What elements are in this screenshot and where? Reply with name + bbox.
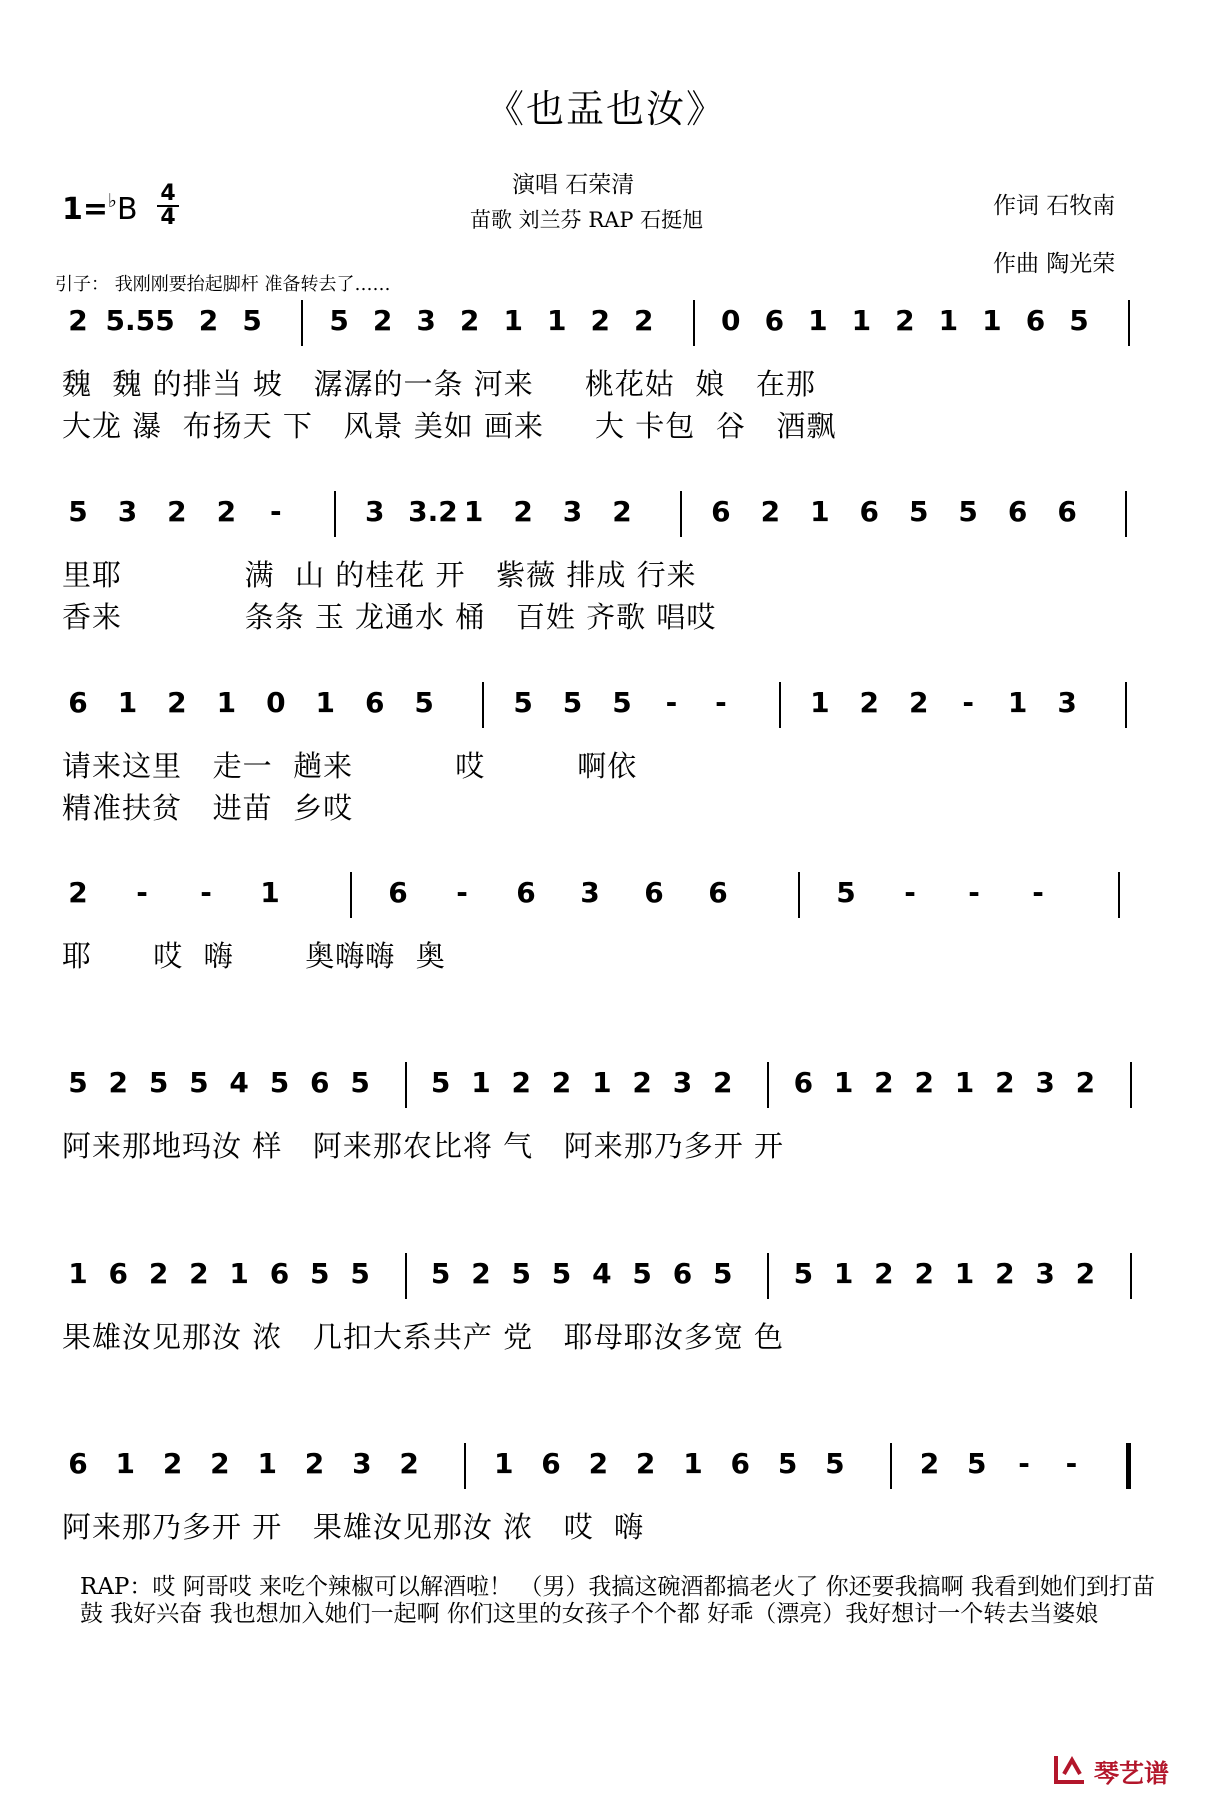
notation-row — [0, 491, 1212, 545]
note-token: 1 — [68, 1257, 88, 1290]
note-token: 3.2 — [408, 495, 458, 528]
barline — [890, 1443, 892, 1489]
note-token: 2 — [914, 1066, 934, 1099]
note-token: 3 — [562, 495, 583, 528]
singer-credit: 演唱 石荣清 — [512, 172, 635, 198]
note-token: 5 — [329, 304, 349, 337]
note-token: 1 — [229, 1257, 249, 1290]
lyrics-verse-1: 果雄汝见那汝 浓 几扣大系共产 党 耶母耶汝多宽 色 — [62, 1320, 784, 1354]
barline — [798, 872, 800, 918]
note-token: 3 — [416, 304, 436, 337]
note-token: 5 — [430, 1066, 451, 1099]
note-token: 2 — [216, 495, 237, 528]
note-token: 5 — [68, 1066, 88, 1099]
note-token: 2 — [148, 1257, 169, 1290]
note-token: 5 — [148, 1066, 169, 1099]
note-token: 2 — [874, 1257, 894, 1290]
note-token: 1 — [257, 1447, 277, 1480]
note-token: 5 — [1069, 304, 1089, 337]
note-token: 2 — [895, 304, 915, 337]
note-token: 2 — [590, 304, 610, 337]
note-token: - — [456, 876, 468, 909]
note-token: 2 — [399, 1447, 419, 1480]
note-token: 2 — [1075, 1257, 1096, 1290]
note-token: 3 — [352, 1447, 372, 1480]
time-signature-top: 4 — [160, 181, 176, 206]
logo-text: 琴艺谱 — [1094, 1759, 1170, 1788]
note-token: 2 — [859, 686, 879, 719]
time-signature-bottom: 4 — [160, 205, 176, 230]
lyrics-verse-2: 大龙 瀑 布扬天 下 风景 美如 画来 大 卡包 谷 酒飘 — [62, 409, 837, 443]
note-token: 5 — [68, 495, 88, 528]
barline — [301, 300, 303, 346]
performers-credit: 苗歌 刘兰芬 RAP 石挺旭 — [470, 208, 704, 232]
note-token: 2 — [167, 495, 187, 528]
note-token: 2 — [712, 1066, 733, 1099]
note-token: - — [904, 876, 916, 909]
note-token: - — [1065, 1447, 1078, 1480]
note-token: 3 — [672, 1066, 693, 1099]
note-token: 5 — [793, 1257, 814, 1290]
barline — [680, 491, 682, 537]
note-token: 4 — [592, 1257, 612, 1290]
notation-row — [0, 872, 1212, 926]
note-token: - — [1032, 876, 1044, 909]
barline — [1128, 300, 1130, 346]
note-token: 1 — [954, 1066, 975, 1099]
note-token: 2 — [914, 1257, 934, 1290]
note-token: 2 — [995, 1257, 1015, 1290]
note-token: 6 — [644, 876, 664, 909]
key-note: B — [116, 192, 138, 227]
note-token: 2 — [167, 686, 187, 719]
site-logo — [1052, 1750, 1200, 1790]
note-token: 6 — [730, 1447, 750, 1480]
note-token: 6 — [764, 304, 785, 337]
note-token: 5 — [155, 304, 175, 337]
barline — [693, 300, 695, 346]
note-token: 2 — [634, 304, 654, 337]
note-token: 3 — [580, 876, 600, 909]
song-title: 《也盂也汝》 — [485, 87, 726, 131]
note-token: 2 — [874, 1066, 894, 1099]
note-token: 5 — [511, 1257, 531, 1290]
note-token: 6 — [793, 1066, 814, 1099]
note-token: 5 — [908, 495, 929, 528]
note-token: 4 — [229, 1066, 249, 1099]
lyrics-verse-1: 魏 魏 的排当 坡 潺潺的一条 河来 桃花姑 娘 在那 — [62, 367, 816, 401]
note-token: - — [968, 876, 980, 909]
note-token: 3 — [1035, 1257, 1055, 1290]
barline — [1125, 491, 1127, 537]
note-token: 1 — [833, 1257, 854, 1290]
note-token: 6 — [68, 686, 88, 719]
note-token: 6 — [364, 686, 385, 719]
note-token: 6 — [108, 1257, 129, 1290]
barline — [1130, 1253, 1132, 1299]
note-token: 2 — [635, 1447, 656, 1480]
barline — [482, 682, 484, 728]
note-token: 2 — [459, 304, 480, 337]
note-token: 6 — [1025, 304, 1046, 337]
note-token: 1 — [493, 1447, 514, 1480]
note-token: 5 — [712, 1257, 733, 1290]
note-token: 2 — [908, 686, 929, 719]
note-token: 1 — [592, 1066, 612, 1099]
note-token: 2 — [162, 1447, 183, 1480]
note-token: 3 — [117, 495, 138, 528]
note-token: 2 — [632, 1066, 652, 1099]
note-token: 3 — [364, 495, 385, 528]
note-token: 3 — [1035, 1066, 1055, 1099]
barline — [779, 682, 781, 728]
note-token: 5 — [562, 686, 583, 719]
note-token: - — [270, 495, 282, 528]
note-token: 2 — [372, 304, 393, 337]
note-token: 1 — [546, 304, 567, 337]
note-token: - — [136, 876, 148, 909]
note-token: 2 — [513, 495, 533, 528]
note-token: 6 — [388, 876, 408, 909]
flat-sign: ♭ — [108, 190, 117, 212]
note-token: 5 — [189, 1066, 209, 1099]
note-token: 1 — [471, 1066, 491, 1099]
note-token: 5 — [350, 1066, 370, 1099]
final-barline — [1126, 1443, 1131, 1489]
note-token: 5 — [414, 686, 434, 719]
note-token: 1 — [115, 1447, 136, 1480]
time-signature — [157, 181, 179, 230]
barline — [767, 1062, 769, 1108]
note-token: 2 — [210, 1447, 230, 1480]
score-line-7 — [0, 1443, 1212, 1673]
barline — [350, 872, 352, 918]
note-token: 1 — [938, 304, 959, 337]
barline — [1125, 682, 1127, 728]
notation-row — [0, 300, 1212, 354]
lyricist-credit: 作词 石牧南 — [993, 193, 1116, 219]
note-token: 1 — [216, 686, 237, 719]
note-token: 2 — [612, 495, 632, 528]
note-token: 6 — [672, 1257, 693, 1290]
note-token: 0 — [721, 304, 741, 337]
note-token: 1 — [810, 686, 830, 719]
note-token: 5 — [269, 1066, 290, 1099]
note-token: 2 — [588, 1447, 609, 1480]
intro-text: 引子： 我刚刚要抬起脚杆 准备转去了…… — [55, 274, 391, 295]
note-token: - — [962, 686, 974, 719]
note-token: 2 — [304, 1447, 325, 1480]
barline — [464, 1443, 466, 1489]
note-token: 2 — [198, 304, 219, 337]
note-token: 6 — [1057, 495, 1077, 528]
note-token: 1 — [851, 304, 872, 337]
barline — [767, 1253, 769, 1299]
note-token: 1 — [683, 1447, 703, 1480]
note-token: - — [715, 686, 727, 719]
note-token: 2 — [760, 495, 781, 528]
note-token: 5 — [632, 1257, 652, 1290]
note-token: 5 — [310, 1257, 330, 1290]
note-token: 3 — [1057, 686, 1077, 719]
note-token: - — [1018, 1447, 1030, 1480]
note-token: 5.5 — [105, 304, 156, 337]
note-token: 2 — [108, 1066, 129, 1099]
note-token: 1 — [1007, 686, 1028, 719]
note-token: 0 — [266, 686, 286, 719]
note-token: 5 — [777, 1447, 798, 1480]
note-token: 2 — [511, 1066, 531, 1099]
barline — [334, 491, 336, 537]
note-token: 5 — [242, 304, 262, 337]
lyrics-verse-1: 阿来那地玛汝 样 阿来那农比将 气 阿来那乃多开 开 — [62, 1129, 784, 1163]
note-token: 1 — [982, 304, 1002, 337]
note-token: 1 — [833, 1066, 854, 1099]
rap-text: RAP：哎 阿哥哎 来吃个辣椒可以解酒啦！ （男）我搞这碗酒都搞老火了 你还要我搞啊 我看到她们到打苗鼓 我好兴奋 我也想加入她们一起啊 你们这里的女孩子个个都 好乖（漂亮）我好想讨一个转去当婆娘 — [80, 1574, 1155, 1627]
note-token: 2 — [919, 1447, 940, 1480]
note-token: 6 — [1007, 495, 1028, 528]
lyrics-verse-1: 里耶 满 山 的桂花 开 紫薇 排成 行来 — [62, 558, 697, 592]
key-label: 1= — [62, 192, 109, 227]
note-token: 6 — [859, 495, 879, 528]
note-token: 1 — [954, 1257, 975, 1290]
note-token: 5 — [836, 876, 856, 909]
notation-row — [0, 1062, 1212, 1116]
note-token: 1 — [315, 686, 335, 719]
key-signature — [62, 192, 138, 227]
note-token: 6 — [708, 876, 728, 909]
barline — [1118, 872, 1120, 918]
barline — [405, 1253, 407, 1299]
note-token: 2 — [995, 1066, 1015, 1099]
note-token: 1 — [503, 304, 523, 337]
note-token: 1 — [260, 876, 280, 909]
note-token: - — [200, 876, 212, 909]
note-token: 2 — [189, 1257, 209, 1290]
note-token: 2 — [471, 1257, 491, 1290]
note-token: 1 — [463, 495, 484, 528]
lyrics-verse-2: 香来 条条 玉 龙通水 桶 百姓 齐歌 唱哎 — [62, 600, 717, 634]
note-token: 5 — [513, 686, 533, 719]
notation-row — [0, 682, 1212, 736]
composer-credit: 作曲 陶光荣 — [993, 251, 1116, 277]
note-token: 1 — [808, 304, 828, 337]
note-token: 6 — [541, 1447, 561, 1480]
note-token: - — [665, 686, 678, 719]
note-token: 2 — [551, 1066, 572, 1099]
notation-row — [0, 1253, 1212, 1307]
note-token: 2 — [1075, 1066, 1096, 1099]
barline — [1130, 1062, 1132, 1108]
note-token: 2 — [68, 876, 88, 909]
note-token: 5 — [967, 1447, 987, 1480]
lyrics-verse-1: 请来这里 走一 趟来 哎 啊依 — [62, 749, 638, 783]
note-token: 5 — [430, 1257, 451, 1290]
note-token: 5 — [551, 1257, 572, 1290]
note-token: 2 — [68, 304, 88, 337]
barline — [405, 1062, 407, 1108]
note-token: 6 — [269, 1257, 290, 1290]
lyrics-verse-1: 阿来那乃多开 开 果雄汝见那汝 浓 哎 嗨 — [62, 1510, 645, 1544]
note-token: 1 — [117, 686, 138, 719]
notation-row — [0, 1443, 1212, 1497]
note-token: 6 — [516, 876, 536, 909]
note-token: 5 — [612, 686, 632, 719]
lyrics-verse-1: 耶 哎 嗨 奥嗨嗨 奥 — [62, 939, 446, 973]
logo-icon — [1052, 1752, 1088, 1792]
note-token: 6 — [310, 1066, 330, 1099]
note-token: 5 — [350, 1257, 370, 1290]
lyrics-verse-2: 精准扶贫 进苗 乡哎 — [62, 791, 354, 825]
note-token: 1 — [810, 495, 830, 528]
note-token: 5 — [958, 495, 978, 528]
note-token: 6 — [68, 1447, 88, 1480]
note-token: 6 — [711, 495, 731, 528]
note-token: 5 — [825, 1447, 845, 1480]
